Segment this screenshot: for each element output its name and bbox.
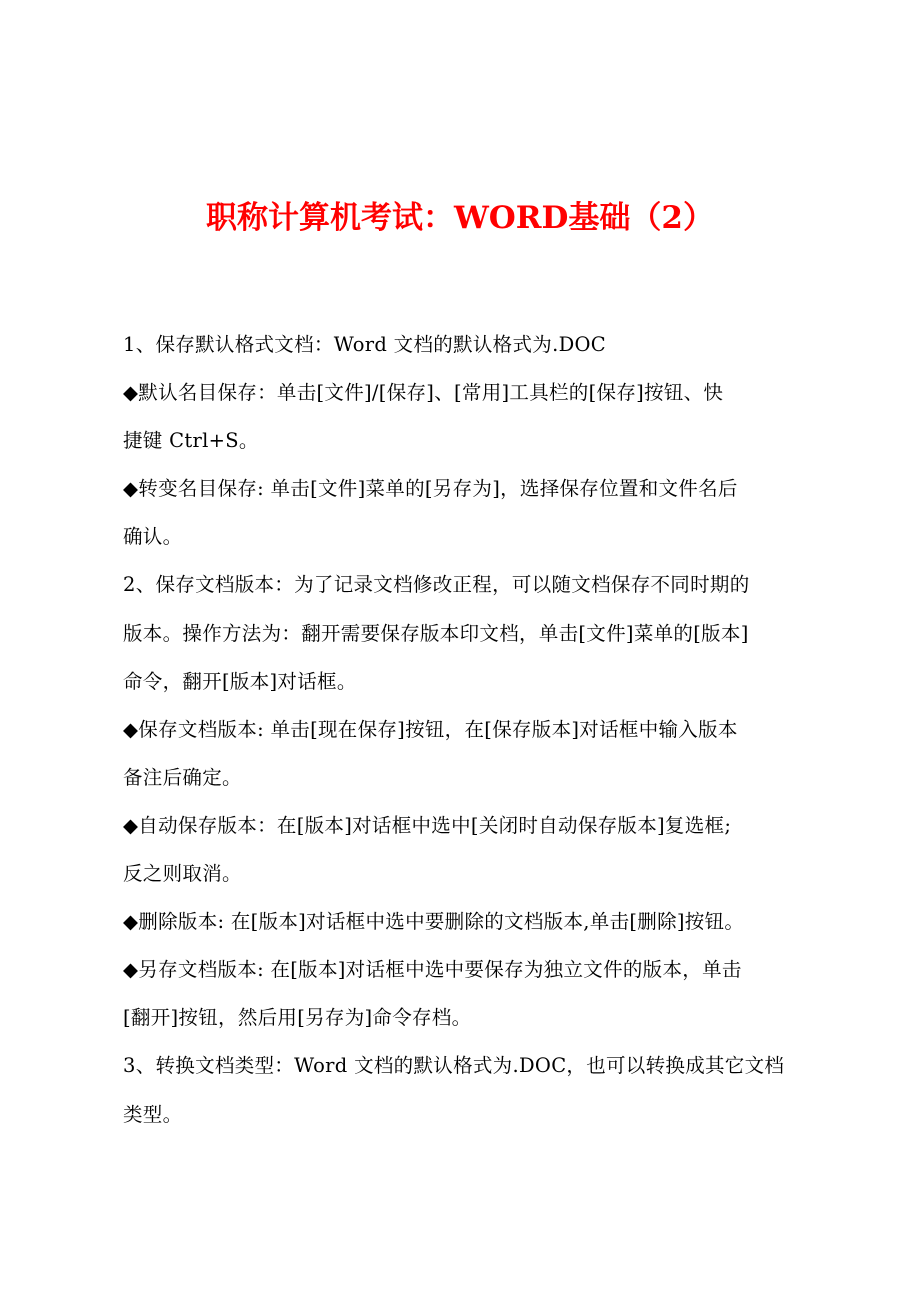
text-line: 版本。操作方法为：翻开需要保存版本印文档，单击[文件]菜单的[版本] — [123, 621, 749, 645]
document-body — [123, 330, 813, 1148]
text-line: ◆默认名目保存：单击[文件]/[保存]、[常用]工具栏的[保存]按钮、快 — [123, 381, 724, 405]
text-line: 捷键 Ctrl+S。 — [123, 429, 259, 453]
text-line: ◆删除版本: 在[版本]对话框中选中要删除的文档版本,单击[删除]按钮。 — [123, 910, 745, 934]
text-line: 备注后确定。 — [123, 765, 242, 789]
text-line: ◆保存文档版本: 单击[现在保存]按钮，在[保存版本]对话框中输入版本 — [123, 717, 738, 741]
text-line: [翻开]按钮，然后用[另存为]命令存档。 — [123, 1006, 472, 1030]
text-line: 命令，翻开[版本]对话框。 — [123, 669, 357, 693]
text-line: 2、保存文档版本：为了记录文档修改正程，可以随文档保存不同时期的 — [123, 573, 750, 597]
text-line: 1、保存默认格式文档：Word 文档的默认格式为.DOC — [123, 333, 607, 356]
document-title: 职称计算机考试：WORD基础（2） — [205, 200, 715, 236]
text-line: 反之则取消。 — [123, 862, 242, 886]
text-line: ◆自动保存版本：在[版本]对话框中选中[关闭时自动保存版本]复选框; — [123, 813, 732, 837]
text-line: 类型。 — [123, 1102, 183, 1126]
text-line: 3、转换文档类型：Word 文档的默认格式为.DOC，也可以转换成其它文档 — [123, 1054, 785, 1078]
text-line: 确认。 — [123, 525, 183, 549]
text-line: ◆转变名目保存: 单击[文件]菜单的[另存为]，选择保存位置和文件名后 — [123, 477, 738, 501]
text-line: ◆另存文档版本: 在[版本]对话框中选中要保存为独立文件的版本，单击 — [123, 958, 742, 982]
